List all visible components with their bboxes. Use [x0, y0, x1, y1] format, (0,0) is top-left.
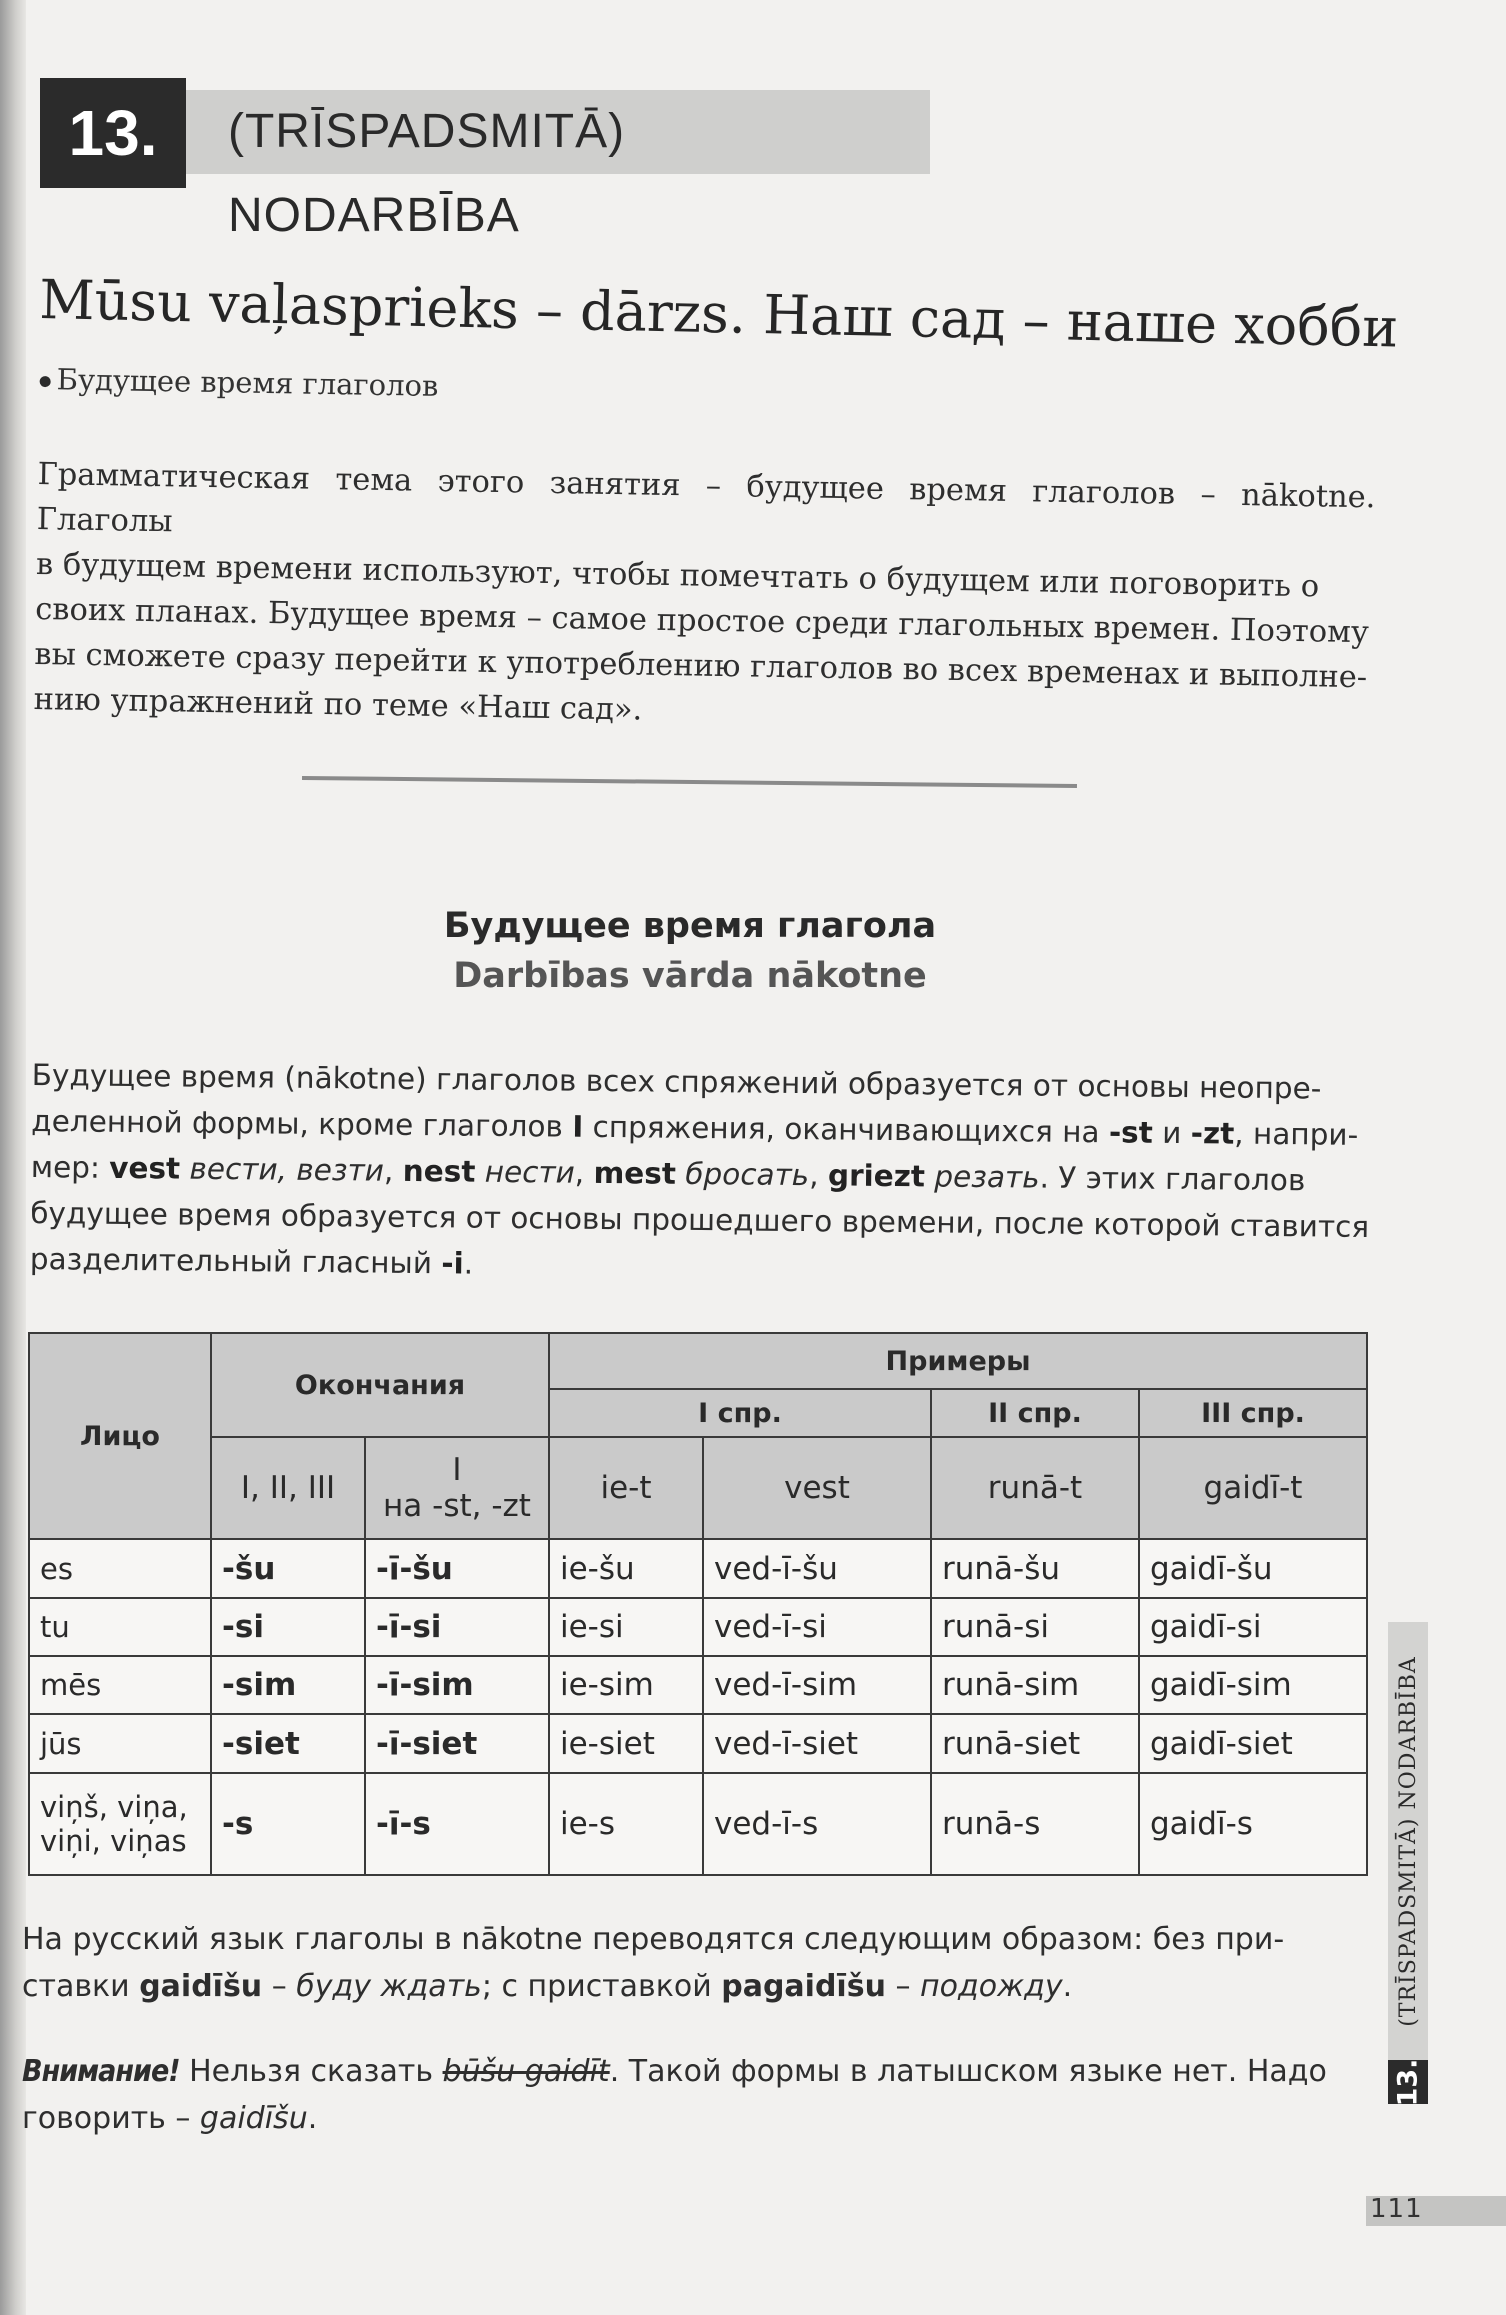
example-cell: runā-sim: [931, 1656, 1139, 1714]
intro-line: своих планах. Будущее время – самое простое среди глагольных времен. Поэтому: [34, 591, 1370, 651]
page-number: 111: [1370, 2194, 1423, 2224]
person-cell: viņš, viņa, viņi, viņas: [29, 1773, 211, 1875]
example-cell: gaidī-si: [1139, 1598, 1367, 1656]
intro-line: Грамматическая тема этого занятия – будущее время глаголов – nākotne. Глаголы: [36, 456, 1376, 540]
person-cell: mēs: [29, 1656, 211, 1714]
rule-line: разделительный гласный -i.: [29, 1241, 474, 1281]
example-cell: runā-šu: [931, 1539, 1139, 1597]
intro-line: нию упражнений по теме «Наш сад».: [33, 681, 643, 728]
bullet-dot-icon: [40, 375, 51, 386]
example-cell: ie-s: [549, 1773, 703, 1875]
example-cell: ved-ī-s: [703, 1773, 931, 1875]
intro-line: в будущем времени используют, чтобы помечтать о будущем или поговорить о: [35, 546, 1320, 605]
ending-cell: -ī-siet: [365, 1714, 549, 1772]
rule-line: Будущее время (nākotne) глаголов всех спряжений образуется от основы неопре-: [31, 1057, 1322, 1106]
header-conj-1: I спр.: [549, 1389, 931, 1437]
ending-cell: -si: [211, 1598, 365, 1656]
header-example-iet: ie-t: [549, 1437, 703, 1539]
example-cell: gaidī-sim: [1139, 1656, 1367, 1714]
person-cell: es: [29, 1539, 211, 1597]
header-example-runat: runā-t: [931, 1437, 1139, 1539]
example-cell: ie-sim: [549, 1656, 703, 1714]
example-cell: gaidī-siet: [1139, 1714, 1367, 1772]
table-row: [29, 1539, 1367, 1597]
header-example-vest: vest: [703, 1437, 931, 1539]
example-cell: ie-siet: [549, 1714, 703, 1772]
header-endings-st-zt: I на -st, -zt: [365, 1437, 549, 1539]
warning-line: Внимание! Нельзя сказать būšu gaidīt. Такой формы в латышском языке нет. Надо: [22, 2054, 1327, 2089]
example-cell: ved-ī-siet: [703, 1714, 931, 1772]
chapter-title: (TRĪSPADSMITĀ) NODARBĪBA: [186, 90, 930, 174]
example-cell: ved-ī-sim: [703, 1656, 931, 1714]
warning-note: [22, 2048, 1368, 2142]
warning-line: говорить – gaidīšu.: [22, 2101, 318, 2136]
section-title: Будущее время глагола: [443, 906, 937, 946]
translation-note: [22, 1916, 1368, 2010]
header-example-gaidit: gaidī-t: [1139, 1437, 1367, 1539]
ending-cell: -sim: [211, 1656, 365, 1714]
example-cell: ie-šu: [549, 1539, 703, 1597]
example-cell: ie-si: [549, 1598, 703, 1656]
table-row: [29, 1598, 1367, 1656]
side-chapter-tab: [1388, 1622, 1428, 2104]
person-cell: tu: [29, 1598, 211, 1656]
note-line: На русский язык глаголы в nākotne переводятся следующим образом: без при-: [22, 1922, 1285, 1957]
incorrect-form: būšu gaidīt: [442, 2054, 610, 2089]
section-divider: [302, 776, 1077, 788]
rule-line: мер: vest вести, везти, nest нести, mest бросать, griezt резать. У этих глаголов: [30, 1149, 1306, 1198]
person-cell: jūs: [29, 1714, 211, 1772]
rule-line: деленной формы, кроме глаголов I спряжения, оканчивающихся на -st и -zt, напри-: [31, 1103, 1359, 1152]
header-examples: Примеры: [549, 1333, 1367, 1389]
ending-cell: -šu: [211, 1539, 365, 1597]
example-cell: runā-si: [931, 1598, 1139, 1656]
header-endings: Окончания: [211, 1333, 549, 1437]
ending-cell: -s: [211, 1773, 365, 1875]
rule-line: будущее время образуется от основы прошедшего времени, после которой ставится: [30, 1195, 1370, 1245]
ending-cell: -siet: [211, 1714, 365, 1772]
future-tense-table: [28, 1332, 1368, 1876]
header-endings-all: I, II, III: [211, 1437, 365, 1539]
table-row: [29, 1656, 1367, 1714]
intro-paragraph: [33, 452, 1376, 745]
note-line: ставки gaidīšu – буду ждать; с приставкой pagaidīšu – подожду.: [22, 1969, 1073, 2004]
lesson-title: Mūsu vaļasprieks – dārzs. Наш сад – наше хобби: [38, 268, 1399, 360]
header-person: Лицо: [29, 1333, 211, 1539]
ending-cell: -ī-šu: [365, 1539, 549, 1597]
example-cell: ved-ī-šu: [703, 1539, 931, 1597]
chapter-header: [40, 78, 930, 242]
table-row: [29, 1773, 1367, 1875]
warning-label: Внимание!: [22, 2054, 180, 2089]
topic-bullet-text: Будущее время глаголов: [56, 362, 439, 403]
example-cell: runā-s: [931, 1773, 1139, 1875]
intro-line: вы сможете сразу перейти к употреблению глаголов во всех временах и выполне-: [34, 636, 1368, 696]
example-cell: gaidī-s: [1139, 1773, 1367, 1875]
example-cell: ved-ī-si: [703, 1598, 931, 1656]
table-row: [29, 1714, 1367, 1772]
side-tab-number: 13.: [1392, 2058, 1424, 2106]
ending-cell: -ī-si: [365, 1598, 549, 1656]
example-cell: runā-siet: [931, 1714, 1139, 1772]
example-cell: gaidī-šu: [1139, 1539, 1367, 1597]
section-subtitle: Darbības vārda nākotne: [453, 956, 927, 996]
header-conj-3: III спр.: [1139, 1389, 1367, 1437]
header-conj-2: II спр.: [931, 1389, 1139, 1437]
ending-cell: -ī-sim: [365, 1656, 549, 1714]
ending-cell: -ī-s: [365, 1773, 549, 1875]
topic-bullet: [39, 362, 438, 403]
rule-paragraph: [30, 1052, 1372, 1296]
chapter-number: 13.: [40, 78, 186, 188]
side-tab-text: (TRĪSPADSMITĀ) NODARBĪBA: [1395, 1655, 1421, 2027]
